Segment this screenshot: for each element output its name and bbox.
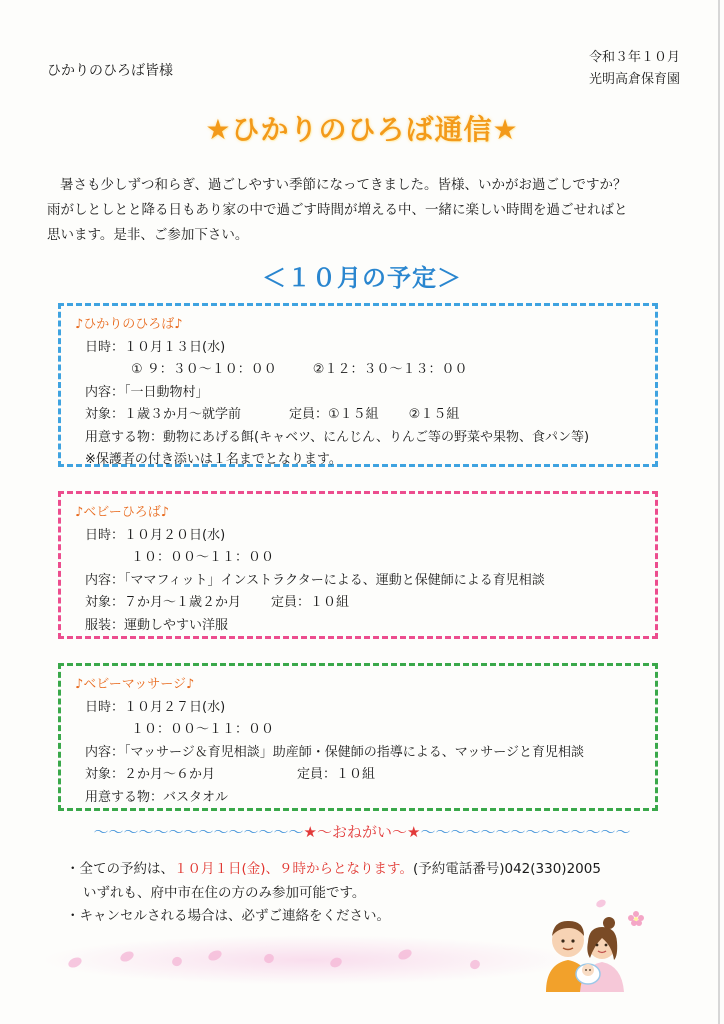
note-text: ・全ての予約は、 [66,861,174,877]
intro-paragraph [47,173,687,248]
event-target: 対象：１歳３か月～就学前 [85,407,242,422]
date-block [589,47,680,91]
event-box-massage [58,663,658,811]
event-bring: 用意する物：動物にあげる餌(キャベツ、にんじん、りんご等の野菜や果物、食パン等) [85,429,590,445]
page-edge-line [718,0,720,1024]
event-target-row [75,764,641,787]
event-title: ♪ベビーマッサージ♪ [75,677,195,692]
event-date: 日時：１０月２０日(水) [85,527,226,543]
event-content: 内容：「一日動物村」 [85,384,209,400]
event-title: ♪ベビーひろば♪ [75,505,170,520]
event-content: 内容：「マッサージ＆育児相談」助産師・保健師の指導による、マッサージと育児相談 [85,744,584,760]
wave-right: ～～～～～～～～～～～～～～ [420,823,631,841]
event-capacity: 定員：１０組 [271,595,350,610]
family-illustration-icon [538,900,648,992]
note-eligibility: いずれも、府中市在住の方のみ参加可能です。 [83,884,366,901]
event-time: １０：００～１１：００ [131,722,275,737]
schedule-heading: ＜１０月の予定＞ [262,264,462,292]
event-capacity: 定員：①１５組 [289,407,379,422]
event-time-2: ②１２：３０～１３：００ [312,362,468,377]
event-date: 日時：１０月２７日(水) [85,699,226,715]
event-bring: 用意する物：バスタオル [85,789,229,805]
star-icon: ★ [303,823,317,841]
event-title: ♪ひかりのひろば♪ [75,317,183,332]
note-highlight: １０月１日(金)、９時からとなります。 [174,861,413,877]
star-icon: ★ [407,823,421,841]
note-cancel: ・キャンセルされる場合は、必ずご連絡をください。 [66,908,390,924]
request-divider [0,821,724,842]
event-target: 対象：７か月～１歳２か月 [85,595,242,610]
intro-line-3: 思います。是非、ご参加下さい。 [47,227,249,243]
event-clothing: 服装：運動しやすい洋服 [85,617,229,633]
event-time: １０：００～１１：００ [131,550,275,565]
phone-number: (予約電話番号)042(330)2005 [412,861,601,877]
event-box-baby [58,491,658,639]
event-date: 日時：１０月１３日(水) [85,339,226,355]
request-label: ～おねがい～ [316,823,407,841]
intro-line-2: 雨がしとしとと降る日もあり家の中で過ごす時間が増える中、一緒に楽しい時間を過ごせればと [47,202,628,218]
issue-date: 令和３年１０月 [588,50,680,65]
event-capacity: 定員：１０組 [297,767,376,782]
event-note: ※保護者の付き添いは１名までとなります。 [85,452,342,467]
event-box-hikari [58,303,658,467]
newsletter-title: ★ひかりのひろば通信★ [205,113,519,146]
organization-name: 光明高倉保育園 [588,72,680,87]
event-target-row [75,404,641,427]
intro-line-1: 暑さも少しずつ和らぎ、過ごしやすい季節になってきました。皆様、いかがお過ごしですか？ [60,177,627,193]
addressee: ひかりのひろば皆様 [47,63,173,79]
note-reservation [66,858,686,882]
event-target: 対象：２か月～６か月 [85,767,216,782]
wave-left: ～～～～～～～～～～～～～～ [93,823,304,841]
event-times [75,359,641,382]
event-time-1: ① ９：３０～１０：００ [131,362,277,377]
event-capacity-2: ②１５組 [408,407,460,422]
event-content: 内容：「ママフィット」インストラクターによる、運動と保健師による育児相談 [85,572,545,588]
event-target-row [75,592,641,615]
